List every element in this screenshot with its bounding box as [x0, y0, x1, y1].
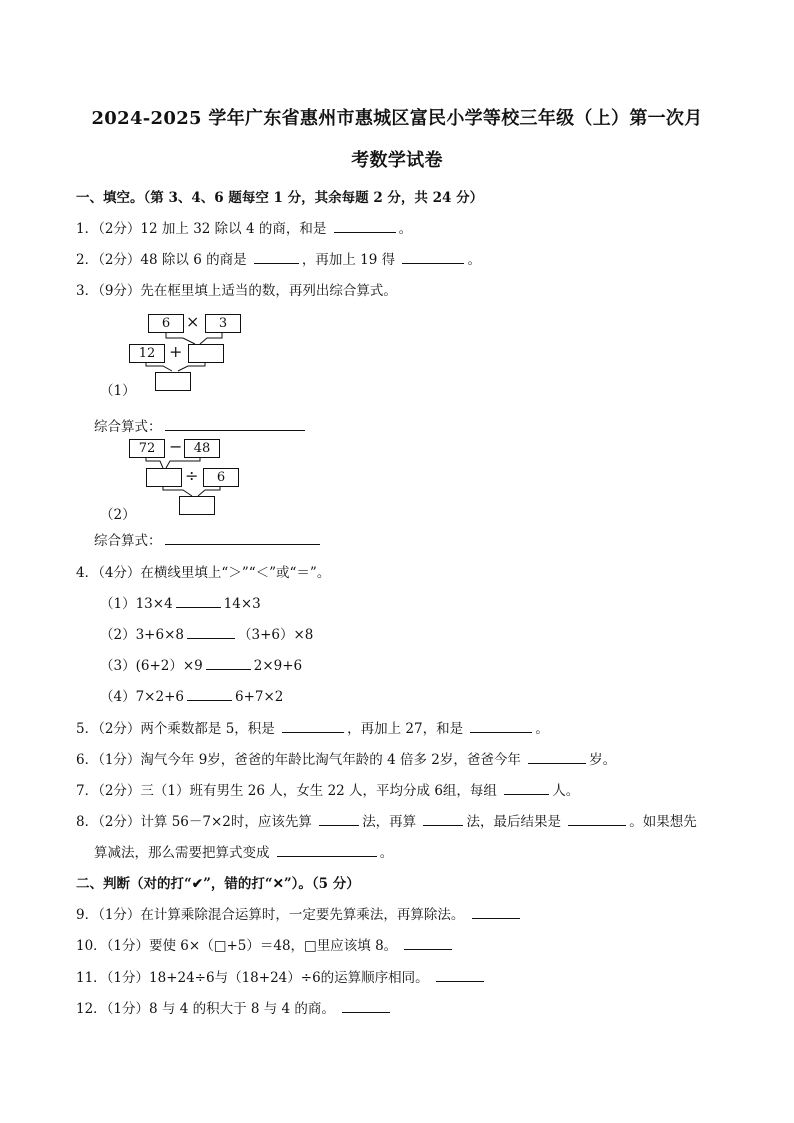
q2-end: 。: [467, 252, 481, 268]
tree1-label: （1）: [100, 383, 136, 399]
q4-item-3-right: 2×9+6: [253, 658, 303, 674]
formula-2-label: 综合算式：: [94, 533, 162, 549]
q12-blank[interactable]: [342, 1000, 390, 1013]
tree2-box-a: 72: [129, 439, 165, 458]
q1-text: 1．（2分）12 加上 32 除以 4 的商，和是: [76, 221, 327, 237]
q9-text: 9．（1分）在计算乘除混合运算时，一定要先算乘法，再算除法。: [76, 907, 465, 923]
q10-text: 10．（1分）要使 6×（□+5）＝48，□里应该填 8。: [76, 938, 398, 954]
question-4: 4．（4分）在横线里填上“＞”“＜”或“＝”。: [76, 565, 331, 581]
q4-item-3: [100, 654, 302, 674]
question-7: [76, 779, 579, 799]
q4-item-2-left: （2）3+6×8: [100, 627, 184, 643]
q8-end: 。如果想先: [629, 814, 697, 830]
section-1-heading: 一、填空。（第 3、4、6 题每空 1 分，其余每题 2 分，共 24 分）: [76, 190, 484, 206]
question-10: [76, 934, 455, 954]
q4-item-2-right: （3+6）×8: [237, 627, 314, 643]
q5-blank-2[interactable]: [470, 720, 532, 733]
q4-item-4-blank[interactable]: [187, 688, 232, 701]
q4-item-1-right: 14×3: [223, 596, 261, 612]
q8-line2-end: 。: [379, 845, 394, 861]
tree2-box-answer-2[interactable]: [179, 496, 215, 515]
q6-blank[interactable]: [528, 751, 586, 764]
q7-text: 7．（2分）三（1）班有男生 26 人，女生 22 人，平均分成 6组，每组: [76, 783, 497, 799]
q8-line2-text: 算减法，那么需要把算式变成: [94, 845, 270, 861]
q4-item-1-blank[interactable]: [176, 595, 221, 608]
q12-text: 12．（1分）8 与 4 的积大于 8 与 4 的商。: [76, 1001, 335, 1017]
q8-mid-1: 法，再算: [362, 814, 417, 830]
q8-blank-4[interactable]: [277, 844, 377, 857]
q11-text: 11．（1分）18+24÷6与（18+24）÷6的运算顺序相同。: [76, 970, 429, 986]
question-8: [76, 810, 697, 830]
formula-2-blank[interactable]: [165, 532, 320, 545]
q8-text: 8．（2分）计算 56－7×2时，应该先算: [76, 814, 312, 830]
q11-blank[interactable]: [436, 969, 484, 982]
q9-blank[interactable]: [472, 906, 520, 919]
question-5: [76, 717, 549, 737]
q4-item-1-left: （1）13×4: [100, 596, 173, 612]
formula-1-label: 综合算式：: [94, 419, 162, 435]
tree2-box-b: 48: [184, 439, 220, 458]
q10-blank[interactable]: [404, 937, 452, 950]
question-8-line-2: [94, 841, 393, 861]
tree2-box-answer-1[interactable]: [146, 468, 182, 487]
question-6: [76, 748, 616, 768]
q2-text: 2．（2分）48 除以 6 的商是: [76, 252, 247, 268]
q8-blank-2[interactable]: [423, 813, 463, 826]
q1-end: 。: [398, 221, 413, 237]
q4-item-2-blank[interactable]: [187, 626, 235, 639]
title-line-2: 考数学试卷: [351, 150, 443, 171]
tree1-box-c: 12: [129, 344, 165, 363]
q6-text: 6．（1分）淘气今年 9岁，爸爸的年龄比淘气年龄的 4 倍多 2岁，爸爸今年: [76, 752, 521, 768]
q5-text: 5．（2分）两个乘数都是 5，积是: [76, 721, 275, 737]
q6-end: 岁。: [589, 752, 617, 768]
formula-2: [94, 529, 323, 549]
q5-mid: ，再加上 27，和是: [347, 721, 464, 737]
q8-blank-1[interactable]: [319, 813, 359, 826]
q4-item-2: [100, 623, 313, 643]
q7-blank[interactable]: [504, 782, 549, 795]
tree2-op-minus: −: [169, 437, 183, 456]
q4-item-4-left: （4）7×2+6: [100, 689, 184, 705]
q5-end: 。: [535, 721, 549, 737]
tree2-op-divide: ÷: [185, 466, 199, 485]
tree1-box-b: 3: [205, 314, 241, 333]
q8-mid-2: 法，最后结果是: [466, 814, 561, 830]
question-11: [76, 966, 487, 986]
section-2-heading: 二、判断（对的打“✔”，错的打“✕”）。（5 分）: [76, 876, 360, 892]
tree1-box-a: 6: [148, 314, 184, 333]
tree1-op-plus: +: [169, 342, 183, 361]
q5-blank-1[interactable]: [282, 720, 344, 733]
question-3: 3．（9分）先在框里填上适当的数，再列出综合算式。: [76, 283, 397, 299]
title-line-1: 2024-2025 学年广东省惠州市惠城区富民小学等校三年级（上）第一次月: [91, 108, 703, 129]
q4-item-4: [100, 685, 283, 705]
q4-item-3-left: （3）(6+2）×9: [100, 658, 203, 674]
question-9: [76, 903, 523, 923]
q4-item-4-right: 6+7×2: [234, 689, 284, 705]
tree2-box-c: 6: [203, 468, 239, 487]
question-12: [76, 997, 393, 1017]
tree2-label: （2）: [100, 507, 136, 523]
tree1-op-times: ×: [186, 312, 200, 331]
q8-blank-3[interactable]: [568, 813, 626, 826]
q2-mid: ，再加上 19 得: [301, 252, 396, 268]
q7-end: 人。: [552, 783, 580, 799]
q4-item-3-blank[interactable]: [206, 657, 251, 670]
q4-item-1: [100, 592, 261, 612]
